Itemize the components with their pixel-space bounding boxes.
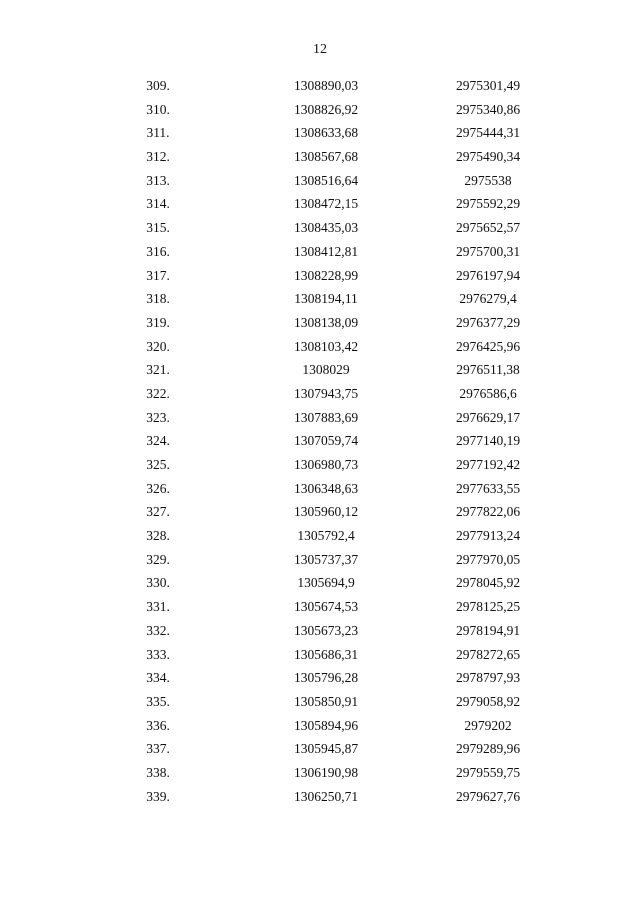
y-coordinate-cell: 2978797,93 xyxy=(455,670,521,686)
point-number-cell: 333. xyxy=(146,646,170,662)
point-number-cell: 311. xyxy=(146,125,170,141)
y-coordinate-cell: 2978045,92 xyxy=(455,575,521,591)
x-coordinate-cell: 1308194,11 xyxy=(294,291,358,307)
y-coordinate-cell: 2978272,65 xyxy=(455,646,521,662)
point-number-cell: 322. xyxy=(146,385,170,401)
point-number-cell: 327. xyxy=(146,504,170,520)
table-row xyxy=(0,264,640,288)
x-coordinate-cell: 1306250,71 xyxy=(293,788,359,804)
table-row xyxy=(0,571,640,595)
point-number-cell: 334. xyxy=(146,670,170,686)
table-row xyxy=(0,737,640,761)
table-row xyxy=(0,335,640,359)
table-row xyxy=(0,406,640,430)
x-coordinate-cell: 1308228,99 xyxy=(293,267,359,283)
table-row xyxy=(0,524,640,548)
y-coordinate-cell: 2977970,05 xyxy=(455,551,521,567)
y-coordinate-cell: 2975538 xyxy=(464,172,512,188)
table-row xyxy=(0,287,640,311)
x-coordinate-cell: 1308435,03 xyxy=(293,220,359,236)
x-coordinate-cell: 1307059,74 xyxy=(293,433,359,449)
x-coordinate-cell: 1308826,92 xyxy=(293,101,359,117)
x-coordinate-cell: 1308029 xyxy=(302,362,350,378)
y-coordinate-cell: 2976629,17 xyxy=(455,409,521,425)
table-row xyxy=(0,358,640,382)
x-coordinate-cell: 1308412,81 xyxy=(293,243,359,259)
x-coordinate-cell: 1307943,75 xyxy=(293,385,359,401)
point-number-cell: 317. xyxy=(146,267,170,283)
x-coordinate-cell: 1305792,4 xyxy=(297,528,355,544)
table-row xyxy=(0,98,640,122)
point-number-cell: 318. xyxy=(146,291,170,307)
y-coordinate-cell: 2976377,29 xyxy=(455,314,521,330)
x-coordinate-cell: 1308103,42 xyxy=(293,338,359,354)
point-number-cell: 339. xyxy=(146,788,170,804)
table-row xyxy=(0,169,640,193)
table-row xyxy=(0,500,640,524)
x-coordinate-cell: 1305686,31 xyxy=(293,646,359,662)
point-number-cell: 313. xyxy=(146,172,170,188)
table-row xyxy=(0,714,640,738)
point-number-cell: 321. xyxy=(146,362,170,378)
y-coordinate-cell: 2976197,94 xyxy=(455,267,521,283)
table-row xyxy=(0,761,640,785)
point-number-cell: 329. xyxy=(146,551,170,567)
y-coordinate-cell: 2977192,42 xyxy=(455,457,521,472)
y-coordinate-cell: 2976425,96 xyxy=(455,338,521,354)
table-row xyxy=(0,453,640,477)
x-coordinate-cell: 1305673,23 xyxy=(293,622,359,638)
point-number-cell: 338. xyxy=(146,764,170,780)
page-number: 12 xyxy=(313,42,327,57)
table-row xyxy=(0,477,640,501)
y-coordinate-cell: 2975340,86 xyxy=(455,101,521,117)
point-number-cell: 328. xyxy=(146,528,170,544)
table-row xyxy=(0,548,640,572)
y-coordinate-cell: 2976279,4 xyxy=(459,291,517,307)
point-number-cell: 336. xyxy=(146,717,170,733)
y-coordinate-cell: 2975592,29 xyxy=(455,196,521,212)
table-row xyxy=(0,382,640,406)
point-number-cell: 319. xyxy=(146,314,170,330)
x-coordinate-cell: 1305945,87 xyxy=(293,741,359,757)
point-number-cell: 323. xyxy=(146,409,170,425)
point-number-cell: 316. xyxy=(146,243,170,259)
point-number-cell: 320. xyxy=(146,338,170,354)
y-coordinate-cell: 2977633,55 xyxy=(455,480,521,496)
point-number-cell: 330. xyxy=(146,575,170,591)
table-row xyxy=(0,145,640,169)
y-coordinate-cell: 2975700,31 xyxy=(455,243,521,259)
table-row xyxy=(0,240,640,264)
y-coordinate-cell: 2978194,91 xyxy=(455,622,521,638)
point-number-cell: 326. xyxy=(146,480,170,496)
point-number-cell: 324. xyxy=(146,433,170,449)
x-coordinate-cell: 1305850,91 xyxy=(293,693,359,709)
y-coordinate-cell: 2975490,34 xyxy=(455,149,521,165)
table-row xyxy=(0,216,640,240)
x-coordinate-cell: 1305674,53 xyxy=(293,599,359,615)
coordinate-table xyxy=(0,74,640,808)
table-row xyxy=(0,643,640,667)
table-row xyxy=(0,311,640,335)
table-row xyxy=(0,121,640,145)
point-number-cell: 315. xyxy=(146,220,170,236)
y-coordinate-cell: 2979627,76 xyxy=(455,788,521,804)
y-coordinate-cell: 2975301,49 xyxy=(455,78,521,93)
table-row xyxy=(0,74,640,98)
x-coordinate-cell: 1308472,15 xyxy=(293,196,359,212)
point-number-cell: 310. xyxy=(146,101,170,117)
y-coordinate-cell: 2978125,25 xyxy=(455,599,521,615)
y-coordinate-cell: 2977140,19 xyxy=(455,433,521,449)
x-coordinate-cell: 1306348,63 xyxy=(293,480,359,496)
table-row xyxy=(0,192,640,216)
x-coordinate-cell: 1308890,03 xyxy=(293,78,359,93)
x-coordinate-cell: 1308516,64 xyxy=(293,172,359,188)
point-number-cell: 337. xyxy=(146,741,170,757)
x-coordinate-cell: 1305894,96 xyxy=(293,717,359,733)
x-coordinate-cell: 1305960,12 xyxy=(293,504,359,520)
point-number-cell: 332. xyxy=(146,622,170,638)
x-coordinate-cell: 1305694,9 xyxy=(297,575,355,591)
y-coordinate-cell: 2976511,38 xyxy=(456,362,520,378)
point-number-cell: 312. xyxy=(146,149,170,165)
y-coordinate-cell: 2979289,96 xyxy=(455,741,521,757)
x-coordinate-cell: 1305796,28 xyxy=(293,670,359,686)
table-row xyxy=(0,785,640,809)
point-number-cell: 325. xyxy=(146,457,170,472)
y-coordinate-cell: 2977822,06 xyxy=(455,504,521,520)
point-number-cell: 331. xyxy=(146,599,170,615)
y-coordinate-cell: 2975444,31 xyxy=(455,125,521,141)
y-coordinate-cell: 2977913,24 xyxy=(455,528,521,544)
y-coordinate-cell: 2975652,57 xyxy=(455,220,521,236)
x-coordinate-cell: 1308567,68 xyxy=(293,149,359,165)
point-number-cell: 314. xyxy=(146,196,170,212)
x-coordinate-cell: 1306980,73 xyxy=(293,457,359,472)
x-coordinate-cell: 1307883,69 xyxy=(293,409,359,425)
y-coordinate-cell: 2976586,6 xyxy=(459,385,517,401)
point-number-cell: 309. xyxy=(146,78,170,93)
y-coordinate-cell: 2979202 xyxy=(464,717,512,733)
table-row xyxy=(0,595,640,619)
table-row xyxy=(0,619,640,643)
x-coordinate-cell: 1308138,09 xyxy=(293,314,359,330)
x-coordinate-cell: 1308633,68 xyxy=(293,125,359,141)
point-number-cell: 335. xyxy=(146,693,170,709)
y-coordinate-cell: 2979058,92 xyxy=(455,693,521,709)
table-row xyxy=(0,666,640,690)
x-coordinate-cell: 1305737,37 xyxy=(293,551,359,567)
x-coordinate-cell: 1306190,98 xyxy=(293,764,359,780)
table-row xyxy=(0,429,640,453)
y-coordinate-cell: 2979559,75 xyxy=(455,764,521,780)
table-row xyxy=(0,690,640,714)
